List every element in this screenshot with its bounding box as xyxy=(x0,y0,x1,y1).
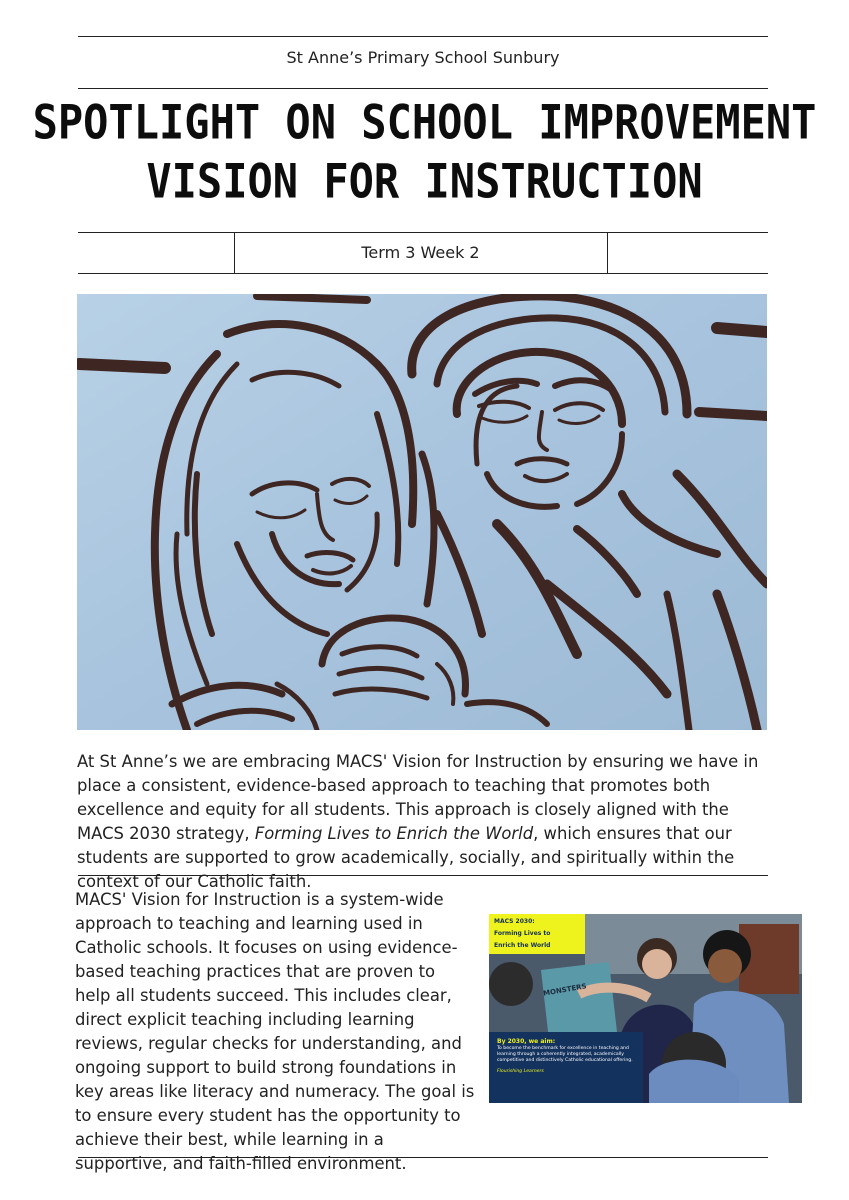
intro-paragraph xyxy=(77,750,777,894)
page-title-line1: SPOTLIGHT ON SCHOOL IMPROVEMENT xyxy=(32,95,817,150)
bottom-rule xyxy=(78,1157,768,1158)
badge-line1: MACS 2030: xyxy=(494,918,535,925)
badge-line3: Enrich the World xyxy=(494,942,551,949)
mid-rule xyxy=(78,875,768,876)
school-name: St Anne’s Primary School Sunbury xyxy=(286,48,560,67)
intro-text-end: , which ensures that our students are supported to grow academically, socially, and spiritually within the context of our Catholic faith. xyxy=(77,824,735,891)
aim-panel xyxy=(489,1032,643,1103)
term-label: Term 3 Week 2 xyxy=(361,243,480,262)
strategy-title: Forming Lives to Enrich the World xyxy=(254,824,534,843)
term-box xyxy=(78,232,768,274)
macs-2030-photo xyxy=(489,914,802,1103)
aim-text: To become the benchmark for excellence in teaching and learning through a coherently integrated, academically competitive and distinctively Catholic educational offering. xyxy=(497,1046,633,1064)
aim-footer: Flourishing Learners xyxy=(497,1068,544,1074)
book-label: MONSTERS xyxy=(542,982,588,998)
stained-glass-image xyxy=(77,294,767,730)
vision-paragraph: MACS' Vision for Instruction is a system-wide approach to teaching and learning used in Catholic schools. It focuses on using evidence-based teaching practices that are proven to help all students succeed. This includes clear, direct explicit teaching including learning reviews, regular checks for understanding, and ongoing support to build strong foundations in key areas like literacy and numeracy. The goal is to ensure every student has the opportunity to achieve their best, while learning in a supportive, and faith-filled environment. xyxy=(75,890,475,1173)
page-title-line2: VISION FOR INSTRUCTION xyxy=(146,154,703,209)
badge-line2: Forming Lives to xyxy=(494,930,551,937)
term-divider-right xyxy=(607,233,608,273)
header-rule xyxy=(78,88,768,89)
macs-2030-badge xyxy=(489,914,585,954)
intro-text-start: At St Anne’s we are embracing MACS' Vision for Instruction by ensuring we have in place a consistent, evidence-based approach to teaching that promotes both excellence and equity for all students. This approach is closely aligned with the MACS 2030 strategy, xyxy=(77,752,759,843)
top-rule xyxy=(78,36,768,37)
aim-heading: By 2030, we aim: xyxy=(497,1038,556,1045)
